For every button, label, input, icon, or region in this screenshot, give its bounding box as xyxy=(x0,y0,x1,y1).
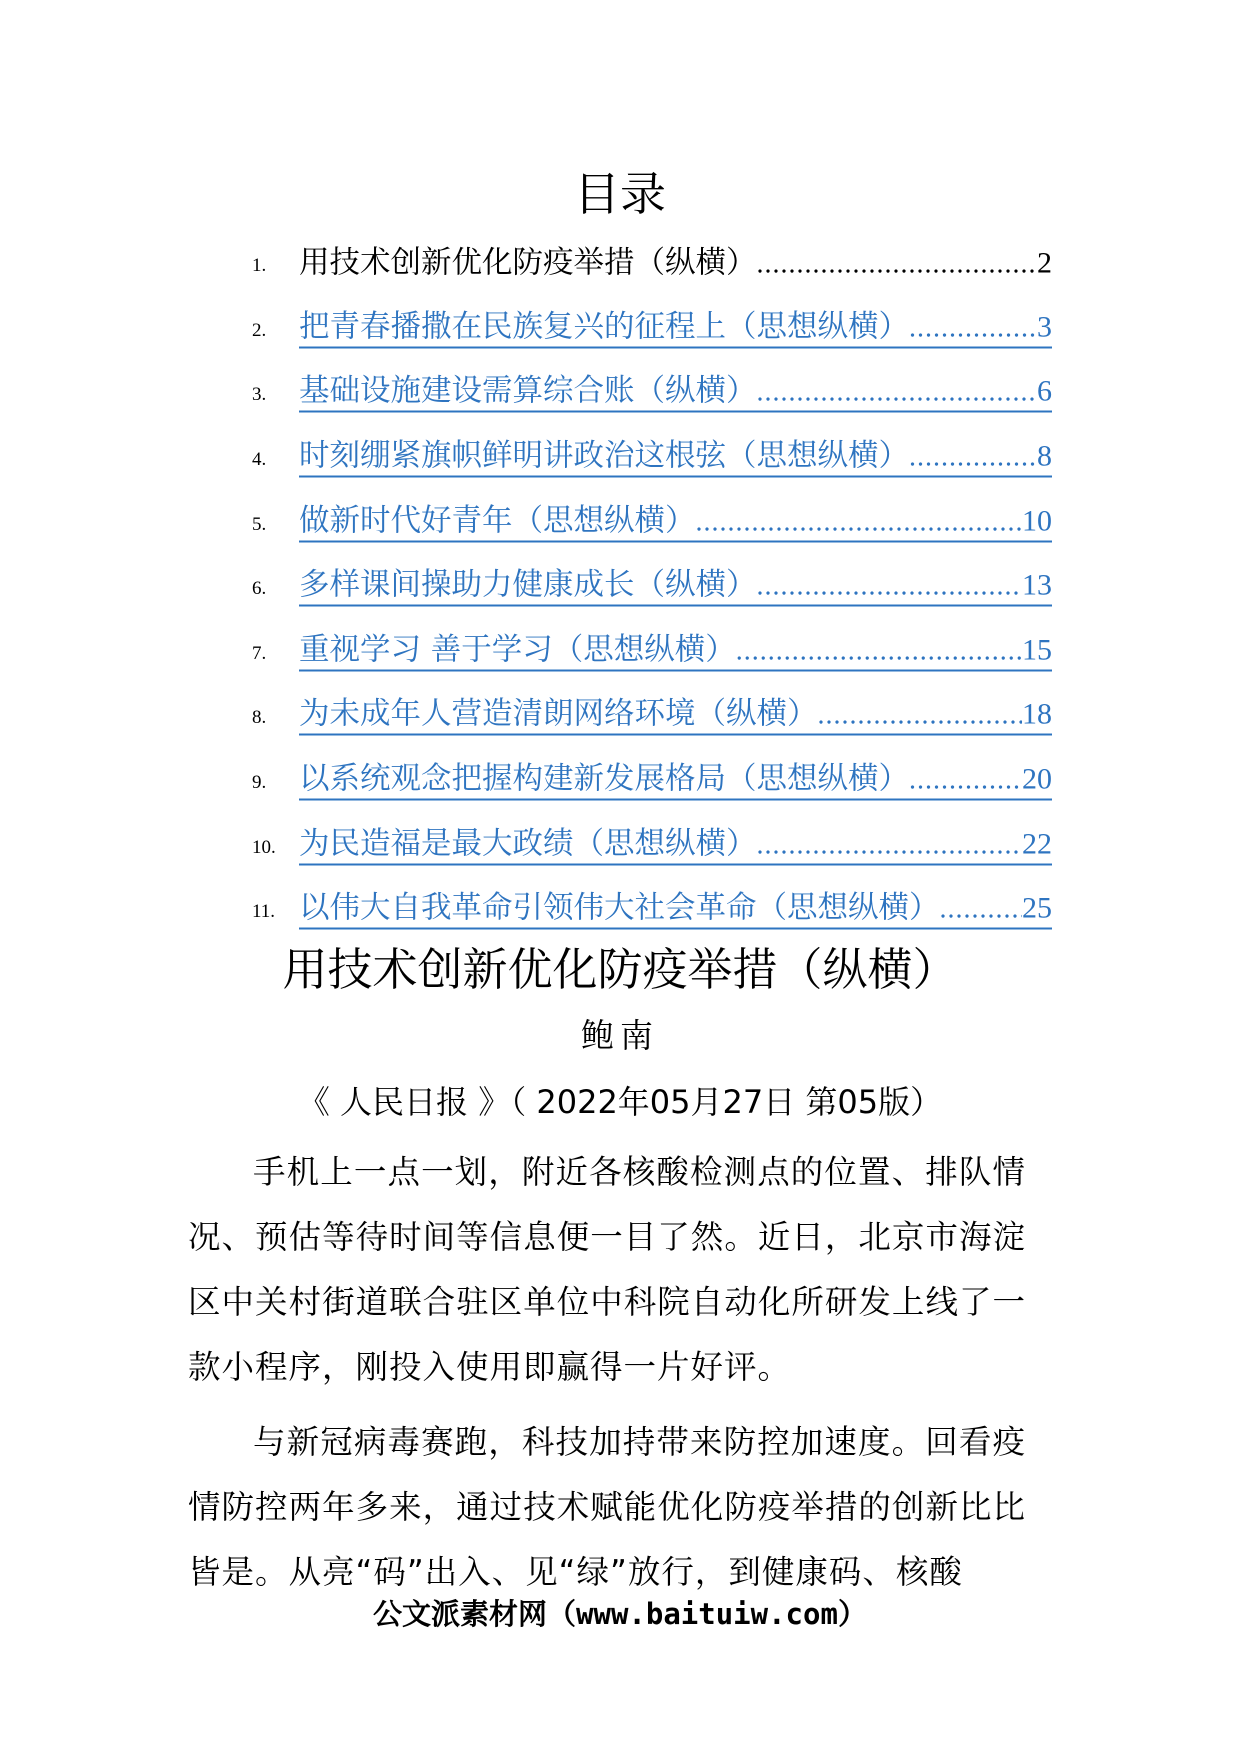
toc-item-link[interactable] xyxy=(299,568,1052,607)
toc-item-title: 用技术创新优化防疫举措（纵横） xyxy=(299,245,757,281)
toc-item-title: 基础设施建设需算综合账（纵横） xyxy=(299,373,757,409)
toc-item-title: 为未成年人营造清朗网络环境（纵横） xyxy=(299,696,818,732)
toc-item-page: 8 xyxy=(1037,439,1052,473)
toc-title: 目录 xyxy=(574,167,666,221)
toc-leader-dots xyxy=(696,504,1023,540)
toc-item-number: 6. xyxy=(252,578,267,600)
toc-item xyxy=(252,878,1052,943)
toc-item-link[interactable] xyxy=(299,503,1052,542)
toc-item xyxy=(252,749,1052,814)
toc-item-page: 13 xyxy=(1022,568,1052,602)
toc-item xyxy=(252,555,1052,620)
article-title: 用技术创新优化防疫举措（纵横） xyxy=(282,943,958,996)
toc-item-page: 10 xyxy=(1022,504,1052,538)
toc-leader-dots xyxy=(757,245,1038,285)
toc-item-title: 以伟大自我革命引领伟大社会革命（思想纵横） xyxy=(299,890,940,926)
toc-item-page: 22 xyxy=(1022,827,1052,861)
toc-item-link[interactable] xyxy=(299,697,1052,736)
toc-item xyxy=(252,490,1052,555)
toc-item-link[interactable] xyxy=(299,309,1052,348)
toc-item-link[interactable] xyxy=(299,826,1052,865)
toc-item-link[interactable] xyxy=(299,762,1052,801)
toc-item-link[interactable] xyxy=(299,891,1052,930)
article-paragraph: 手机上一点一划，附近各核酸检测点的位置、排队情况、预估等待时间等信息便一目了然。近日，北京市海淀区中关村街道联合驻区单位中科院自动化所研发上线了一款小程序，刚投入使用即赢得一片好评。 xyxy=(188,1153,1026,1386)
toc-leader-dots xyxy=(757,375,1038,411)
toc-item xyxy=(252,684,1052,749)
toc-item-page: 3 xyxy=(1037,310,1052,344)
toc-item-title: 以系统观念把握构建新发展格局（思想纵横） xyxy=(299,761,909,797)
toc-item-number: 8. xyxy=(252,707,267,729)
toc-leader-dots xyxy=(909,440,1037,476)
toc-item xyxy=(252,813,1052,878)
article-paragraph: 与新冠病毒赛跑，科技加持带来防控加速度。回看疫情防控两年多来，通过技术赋能优化防疫举措的创新比比皆是。从亮“码”出入、见“绿”放行，到健康码、核酸 xyxy=(188,1423,1026,1591)
footer-watermark: 公文派素材网（www.baituiw.com） xyxy=(373,1597,867,1631)
toc-item-title: 为民造福是最大政绩（思想纵横） xyxy=(299,826,757,862)
toc-item xyxy=(252,426,1052,491)
toc-item-link[interactable] xyxy=(299,439,1052,478)
toc-item-number: 10. xyxy=(252,836,276,858)
toc-item xyxy=(252,620,1052,685)
toc-item-number: 1. xyxy=(252,255,267,277)
toc-item-number: 3. xyxy=(252,384,267,406)
toc-item xyxy=(252,232,1052,297)
toc-item-title: 做新时代好青年（思想纵横） xyxy=(299,503,696,539)
toc-leader-dots xyxy=(736,633,1022,669)
toc-item-number: 7. xyxy=(252,643,267,665)
toc-leader-dots xyxy=(757,569,1023,605)
toc-item-page: 25 xyxy=(1022,891,1052,925)
toc-item-number: 9. xyxy=(252,772,267,794)
toc-item-number: 5. xyxy=(252,513,267,535)
toc-item-page: 18 xyxy=(1022,697,1052,731)
table-of-contents xyxy=(252,232,1052,943)
toc-item-title: 多样课间操助力健康成长（纵横） xyxy=(299,567,757,603)
toc-item-number: 2. xyxy=(252,320,267,342)
toc-item-page: 2 xyxy=(1037,246,1052,280)
toc-item-link[interactable] xyxy=(299,374,1052,413)
toc-item-number: 11. xyxy=(252,901,276,923)
toc-item-title: 时刻绷紧旗帜鲜明讲政治这根弦（思想纵横） xyxy=(299,438,909,474)
toc-leader-dots xyxy=(909,310,1037,346)
toc-item-page: 15 xyxy=(1022,633,1052,667)
toc-item-number: 4. xyxy=(252,449,267,471)
toc-leader-dots xyxy=(940,892,1023,928)
toc-item-page: 6 xyxy=(1037,374,1052,408)
toc-leader-dots xyxy=(757,827,1023,863)
toc-item xyxy=(252,297,1052,362)
toc-item xyxy=(252,361,1052,426)
toc-leader-dots xyxy=(818,698,1023,734)
toc-item-link[interactable] xyxy=(299,244,1052,285)
toc-item-title: 把青春播撒在民族复兴的征程上（思想纵横） xyxy=(299,309,909,345)
toc-item-link[interactable] xyxy=(299,632,1052,671)
toc-item-title: 重视学习 善于学习（思想纵横） xyxy=(299,632,736,668)
article-source: 《 人民日报 》（ 2022年05月27日 第05版） xyxy=(297,1083,943,1121)
toc-item-page: 20 xyxy=(1022,762,1052,796)
article-body xyxy=(188,1140,1026,1615)
article-author: 鲍南 xyxy=(581,1016,659,1055)
toc-leader-dots xyxy=(909,763,1022,799)
